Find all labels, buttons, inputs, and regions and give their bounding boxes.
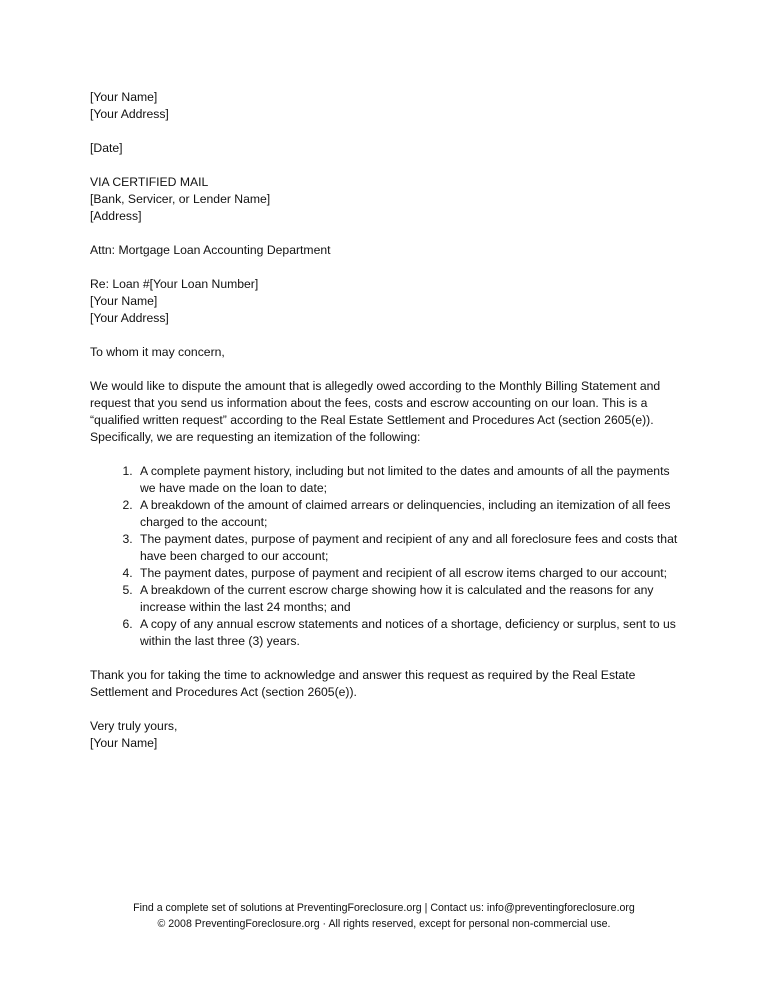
re-address: [Your Address] xyxy=(90,311,169,325)
list-item: 3. The payment dates, purpose of payment and recipient of any and all foreclosure fees and costs that have been charged to our account; xyxy=(136,531,680,565)
re-name: [Your Name] xyxy=(90,294,158,308)
sender-name: [Your Name] xyxy=(90,90,158,104)
attn-line: Attn: Mortgage Loan Accounting Department xyxy=(90,243,331,257)
request-list xyxy=(90,463,680,650)
letter-date: [Date] xyxy=(90,141,123,155)
recipient-address: [Address] xyxy=(90,209,142,223)
list-item: 4. The payment dates, purpose of payment and recipient of all escrow items charged to our account; xyxy=(136,565,680,582)
list-item: 1. A complete payment history, including but not limited to the dates and amounts of all the payments we have made on the loan to date; xyxy=(136,463,680,497)
intro-paragraph: We would like to dispute the amount that is allegedly owed according to the Monthly Billing Statement and request that you send us information about the fees, costs and escrow accounting on our loan. This is a “qualified written request” according to the Real Estate Settlement and Procedures Act (section 2605(e)). Specifically, we are requesting an itemization of the following: xyxy=(90,379,661,444)
footer-contact-line: Find a complete set of solutions at PreventingForeclosure.org | Contact us: info@preventingforeclosure.org xyxy=(133,902,635,914)
sender-block xyxy=(90,89,680,123)
list-item: 5. A breakdown of the current escrow charge showing how it is calculated and the reasons for any increase within the last 24 months; and xyxy=(136,582,680,616)
delivery-method: VIA CERTIFIED MAIL xyxy=(90,175,209,189)
re-block xyxy=(90,276,680,327)
recipient-block xyxy=(90,174,680,225)
footer-copyright-line: © 2008 PreventingForeclosure.org · All rights reserved, except for personal non-commercial use. xyxy=(157,918,611,930)
re-loan: Re: Loan #[Your Loan Number] xyxy=(90,277,259,291)
list-item: 6. A copy of any annual escrow statements and notices of a shortage, deficiency or surplus, sent to us within the last three (3) years. xyxy=(136,616,680,650)
valediction: Very truly yours, xyxy=(90,719,178,733)
salutation: To whom it may concern, xyxy=(90,345,225,359)
letter-body xyxy=(90,89,680,752)
signature-name: [Your Name] xyxy=(90,736,158,750)
recipient-lender: [Bank, Servicer, or Lender Name] xyxy=(90,192,271,206)
closing-paragraph: Thank you for taking the time to acknowledge and answer this request as required by the Real Estate Settlement and Procedures Act (section 2605(e)). xyxy=(90,668,636,699)
sender-address: [Your Address] xyxy=(90,107,169,121)
list-item: 2. A breakdown of the amount of claimed arrears or delinquencies, including an itemization of all fees charged to the account; xyxy=(136,497,680,531)
signoff-block xyxy=(90,718,680,752)
page-footer xyxy=(0,900,768,932)
